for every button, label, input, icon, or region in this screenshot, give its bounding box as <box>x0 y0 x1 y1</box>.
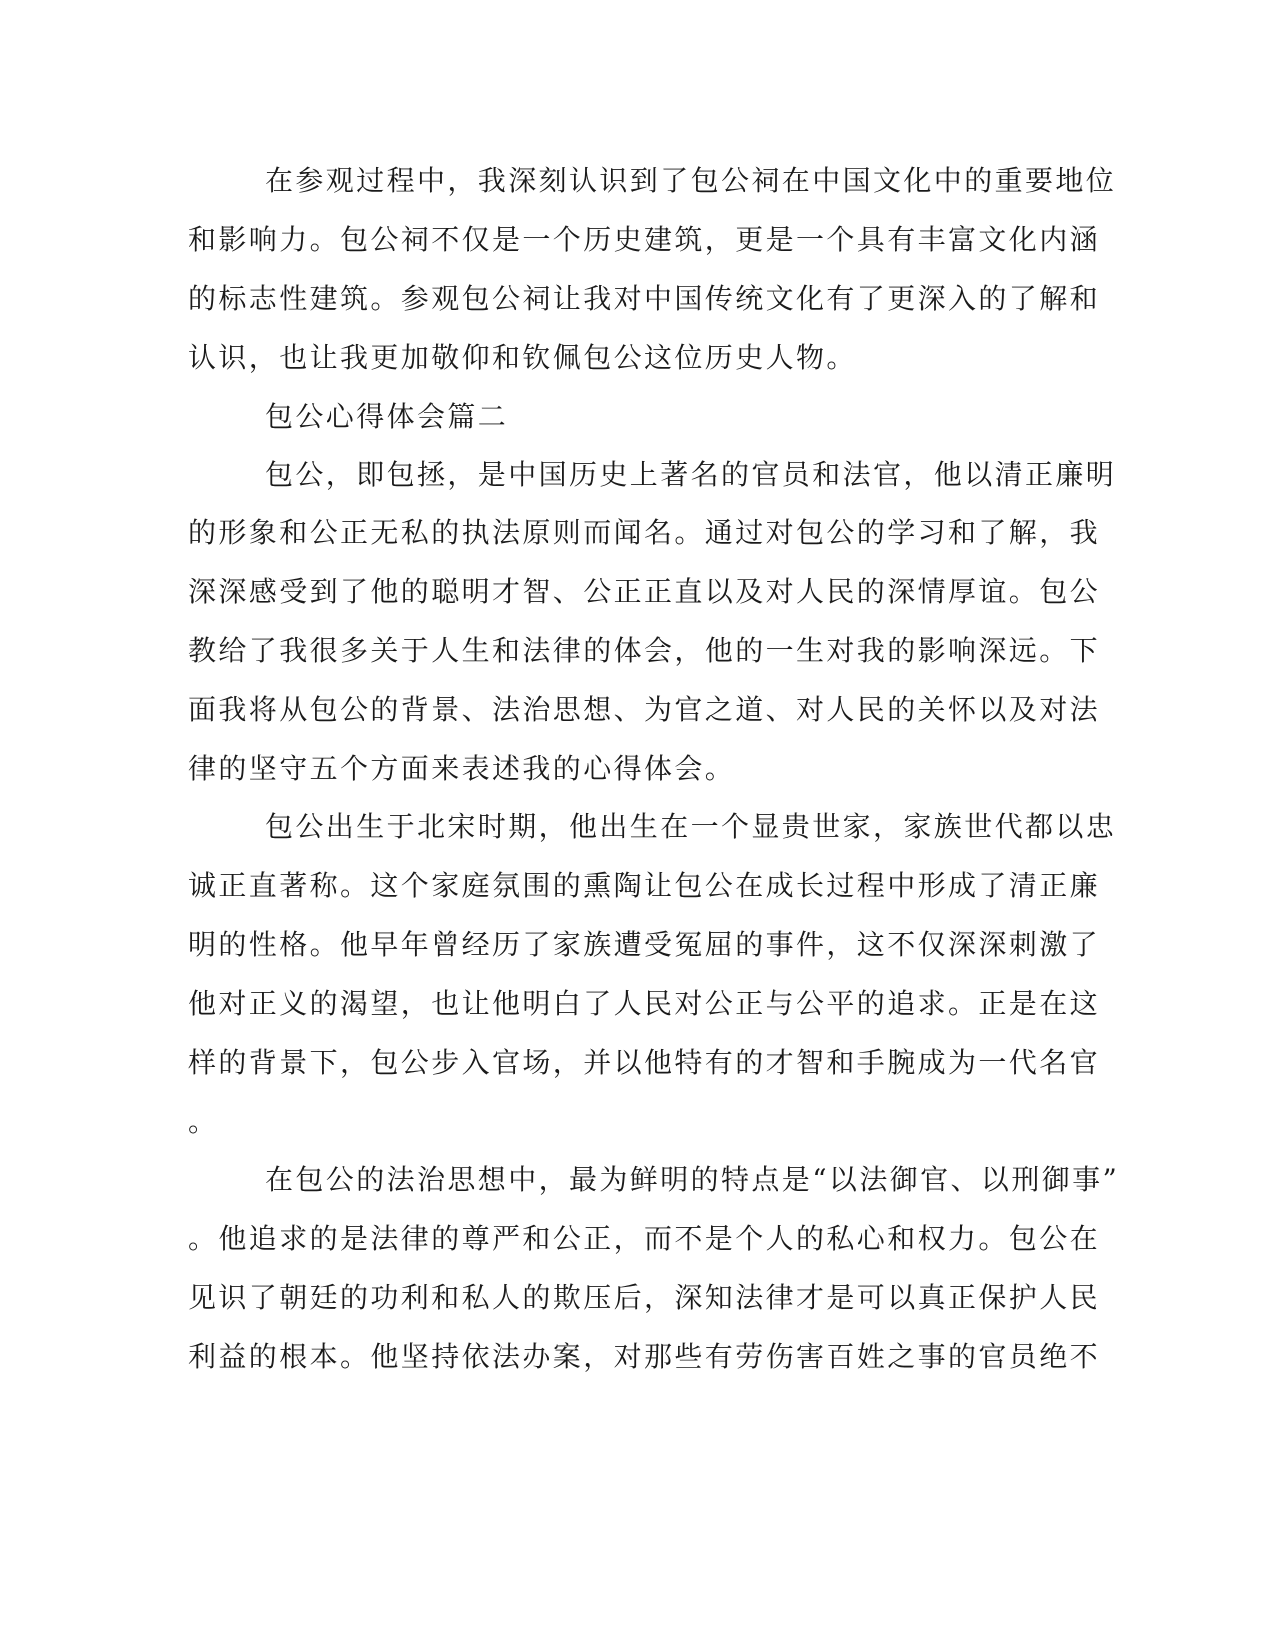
text-line: 。他追求的是法律的尊严和公正，而不是个人的私心和权力。包公在 <box>188 1222 1101 1255</box>
text-line: 。 <box>188 1105 219 1138</box>
text-line: 的标志性建筑。参观包公祠让我对中国传统文化有了更深入的了解和 <box>188 282 1101 315</box>
section-heading: 包公心得体会篇二 <box>265 400 509 433</box>
text-line: 包公出生于北宋时期，他出生在一个显贵世家，家族世代都以忠 <box>265 810 1117 843</box>
text-line: 和影响力。包公祠不仅是一个历史建筑，更是一个具有丰富文化内涵 <box>188 223 1101 256</box>
text-line: 在包公的法治思想中，最为鲜明的特点是“以法御官、以刑御事” <box>265 1163 1120 1196</box>
text-line: 样的背景下，包公步入官场，并以他特有的才智和手腕成为一代名官 <box>188 1046 1101 1079</box>
text-line: 律的坚守五个方面来表述我的心得体会。 <box>188 752 736 785</box>
text-line: 明的性格。他早年曾经历了家族遭受冤屈的事件，这不仅深深刺激了 <box>188 928 1101 961</box>
text-line: 诚正直著称。这个家庭氛围的熏陶让包公在成长过程中形成了清正廉 <box>188 869 1101 902</box>
text-line: 见识了朝廷的功利和私人的欺压后，深知法律才是可以真正保护人民 <box>188 1281 1101 1314</box>
text-line: 认识，也让我更加敬仰和钦佩包公这位历史人物。 <box>188 341 857 374</box>
text-line: 教给了我很多关于人生和法律的体会，他的一生对我的影响深远。下 <box>188 634 1101 667</box>
text-line: 在参观过程中，我深刻认识到了包公祠在中国文化中的重要地位 <box>265 164 1117 197</box>
text-line: 深深感受到了他的聪明才智、公正正直以及对人民的深情厚谊。包公 <box>188 575 1101 608</box>
text-line: 利益的根本。他坚持依法办案，对那些有劳伤害百姓之事的官员绝不 <box>188 1340 1101 1373</box>
text-line: 包公，即包拯，是中国历史上著名的官员和法官，他以清正廉明 <box>265 458 1117 491</box>
text-line: 他对正义的渴望，也让他明白了人民对公正与公平的追求。正是在这 <box>188 987 1101 1020</box>
text-line: 面我将从包公的背景、法治思想、为官之道、对人民的关怀以及对法 <box>188 693 1101 726</box>
text-line: 的形象和公正无私的执法原则而闻名。通过对包公的学习和了解，我 <box>188 516 1101 549</box>
